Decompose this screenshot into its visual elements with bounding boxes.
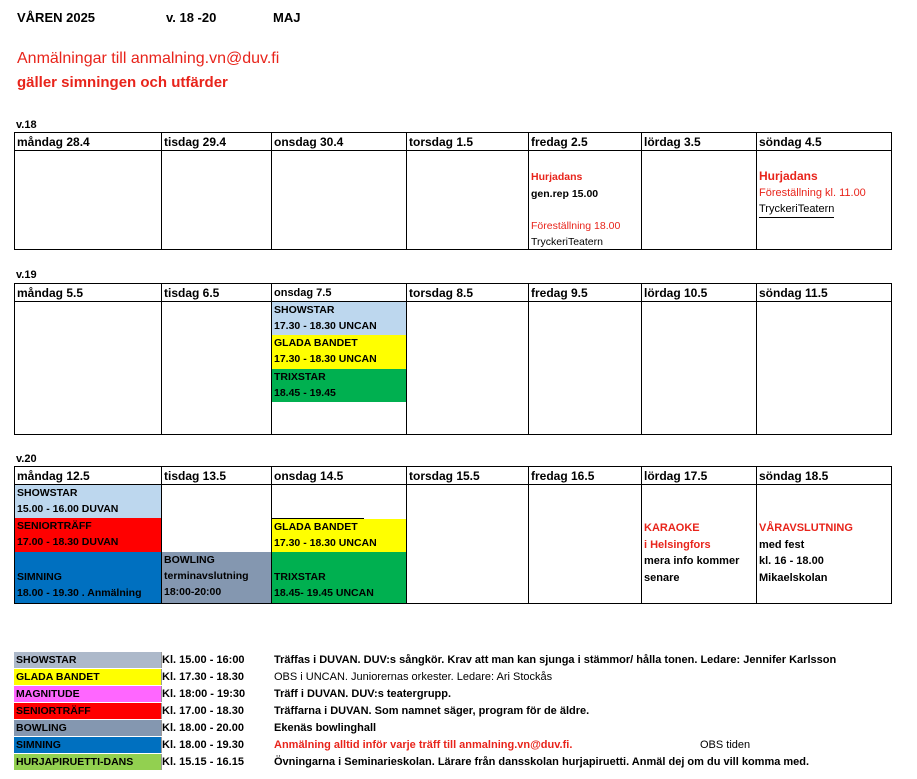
day-header: tisdag 29.4 [162,133,272,151]
day-cell-sat [642,485,757,604]
day-header: söndag 4.5 [757,133,892,151]
legend-row [14,720,894,737]
activity-trixstar [272,369,406,402]
week-20-label: v.20 [16,453,37,465]
day-cell [642,151,757,250]
legend-row [14,754,894,771]
week-range: v. 18 -20 [166,10,217,25]
legend-desc: Träffas i DUVAN. DUV:s sångkör. Krav att man kan sjunga i stämmor/ hålla tonen. Ledare: Jennifer Karlsson [274,654,837,666]
activity-bowling [162,552,271,603]
legend-row [14,737,894,754]
legend-desc: Träffarna i DUVAN. Som namnet säger, program för de äldre. [274,705,590,717]
day-cell [162,302,272,435]
event-show: Föreställning 18.00 [531,220,621,232]
activity-time: 18.45 - 19.45 [274,387,336,399]
event-time: kl. 16 - 18.00 [759,555,824,567]
legend-time: Kl. 18.00 - 19.30 [162,737,262,753]
day-header: tisdag 13.5 [162,467,272,485]
event-sub: med fest [759,539,805,551]
legend-time: Kl. 17.00 - 18.30 [162,703,262,719]
activity-time: 17.30 - 18.30 UNCAN [274,537,377,549]
notice-line-2: gäller simningen och utfärder [17,74,228,91]
legend-desc: Anmälning alltid inför varje träff till anmalning.vn@duv.fi. [274,739,573,751]
activity-senior [15,518,161,552]
legend-time: Kl. 17.30 - 18.30 [162,669,262,685]
day-cell-wed [272,485,407,604]
activity-name: SHOWSTAR [17,487,78,499]
day-header: måndag 12.5 [15,467,162,485]
legend-name: MAGNITUDE [14,686,161,702]
day-header: onsdag 14.5 [272,467,407,485]
activity-simning [15,552,161,603]
week-19-label: v.19 [16,269,37,281]
activity-name: SENIORTRÄFF [17,520,92,532]
day-cell [407,302,529,435]
week-19-table [14,283,892,435]
day-header: måndag 28.4 [15,133,162,151]
legend-name: BOWLING [14,720,161,736]
day-cell [529,302,642,435]
day-cell-wed [272,302,407,435]
day-cell-fri [529,151,642,250]
event-sub: i Helsingfors [644,539,711,551]
event-place: TryckeriTeatern [759,201,834,218]
day-header: lördag 17.5 [642,467,757,485]
event-title: VÅRAVSLUTNING [759,522,853,534]
activity-time: 15.00 - 16.00 DUVAN [17,503,119,515]
event-info: mera info kommer [644,555,740,567]
legend-name: GLADA BANDET [14,669,161,685]
event-info: senare [644,572,680,584]
week-18-label: v.18 [16,119,37,131]
day-header: måndag 5.5 [15,284,162,302]
legend-name: SENIORTRÄFF [14,703,161,719]
activity-name: SIMNING [17,571,62,583]
legend-desc: Träff i DUVAN. DUV:s teatergrupp. [274,688,452,700]
day-header: lördag 3.5 [642,133,757,151]
event-time: gen.rep 15.00 [531,188,599,200]
activity-name: TRIXSTAR [274,571,326,583]
legend-time: Kl. 15.15 - 16.15 [162,754,262,770]
legend-time: Kl. 18.00 - 20.00 [162,720,262,736]
day-cell-tue [162,485,272,604]
notice-line-1: Anmälningar till anmalning.vn@duv.fi [17,50,280,67]
legend-name: HURJAPIRUETTI-DANS [14,754,161,770]
week-18-table [14,132,892,250]
activity-time: 18:00-20:00 [164,586,222,598]
legend-desc: Ekenäs bowlinghall [274,722,377,734]
event-place: TryckeriTeatern [531,236,603,248]
legend-row [14,686,894,703]
day-cell-mon [15,485,162,604]
month-label: MAJ [273,10,301,25]
activity-time: 17.30 - 18.30 UNCAN [274,320,377,332]
activity-name: TRIXSTAR [274,371,326,383]
day-header: fredag 16.5 [529,467,642,485]
event-title: KARAOKE [644,522,700,534]
season-title: VÅREN 2025 [17,10,96,25]
activity-time: 17.30 - 18.30 UNCAN [274,353,377,365]
activity-sub: terminavslutning [164,570,249,582]
day-header: söndag 18.5 [757,467,892,485]
day-cell [407,485,529,604]
day-cell [529,485,642,604]
week-20-table [14,466,892,604]
legend-time: Kl. 18:00 - 19:30 [162,686,262,702]
event-title: Hurjadans [759,169,818,183]
legend-note: OBS tiden [700,739,751,751]
legend-row [14,669,894,686]
day-header: onsdag 30.4 [272,133,407,151]
day-header: söndag 11.5 [757,284,892,302]
activity-trixstar [272,552,406,603]
legend-row [14,703,894,720]
day-cell [162,151,272,250]
activity-time: 17.00 - 18.30 DUVAN [17,536,119,548]
legend-time: Kl. 15.00 - 16:00 [162,652,262,668]
activity-showstar [15,485,161,518]
legend-name: SHOWSTAR [14,652,161,668]
day-cell [642,302,757,435]
activity-name: GLADA BANDET [274,337,358,349]
activity-time: 18.00 - 19.30 . Anmälning [17,587,142,599]
activity-glada-bandet [272,335,406,369]
event-title: Hurjadans [531,171,583,183]
day-header: torsdag 8.5 [407,284,529,302]
day-header: fredag 2.5 [529,133,642,151]
legend-row [14,652,894,669]
day-cell [15,302,162,435]
day-cell-sun [757,485,892,604]
activity-name: SHOWSTAR [274,304,335,316]
day-header: torsdag 1.5 [407,133,529,151]
activity-time: 18.45- 19.45 UNCAN [274,587,374,599]
activity-legend [14,652,894,771]
day-header: fredag 9.5 [529,284,642,302]
legend-desc: OBS i UNCAN. Juniorernas orkester. Ledare: Ari Stockås [274,671,553,683]
day-cell [407,151,529,250]
activity-showstar [272,302,406,335]
event-place: Mikaelskolan [759,572,828,584]
day-cell [272,151,407,250]
day-header: torsdag 15.5 [407,467,529,485]
activity-name: BOWLING [164,554,215,566]
day-header: onsdag 7.5 [272,284,407,302]
activity-glada-bandet [272,519,406,552]
event-show: Föreställning kl. 11.00 [759,187,866,199]
legend-name: SIMNING [14,737,161,753]
day-cell-sun [757,151,892,250]
day-cell [15,151,162,250]
day-cell [757,302,892,435]
day-header: lördag 10.5 [642,284,757,302]
activity-name: GLADA BANDET [274,521,358,533]
day-header: tisdag 6.5 [162,284,272,302]
legend-desc: Övningarna i Seminarieskolan. Lärare från dansskolan hurjapiruetti. Anmäl dej om du vill komma med. [274,756,810,768]
